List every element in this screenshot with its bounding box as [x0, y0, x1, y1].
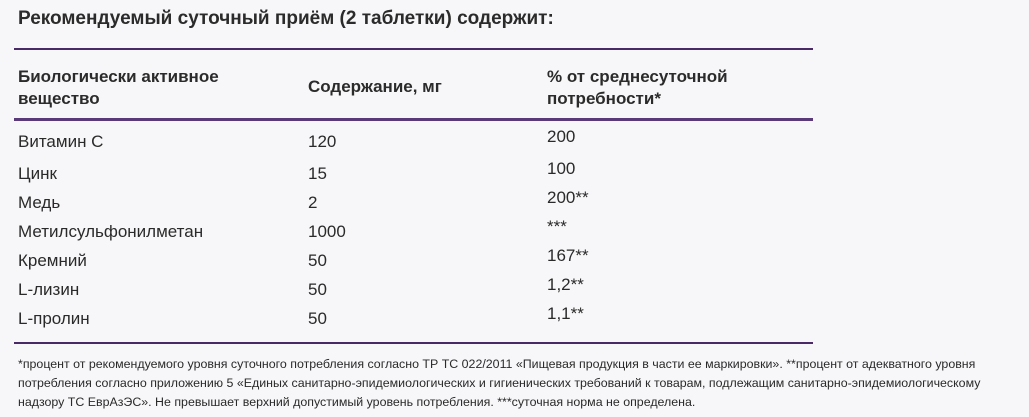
- percent-cell: 100: [547, 159, 576, 178]
- substance-cell: L-лизин: [18, 280, 80, 299]
- amount-cell: 15: [308, 164, 327, 183]
- amount-cell: 1000: [308, 222, 346, 241]
- header-amount: Содержание, мг: [308, 77, 442, 96]
- amount-cell: 50: [308, 251, 327, 270]
- amount-cell: 120: [308, 132, 337, 151]
- table-row: [0, 275, 820, 309]
- percent-cell: 200: [547, 127, 576, 146]
- substance-cell: L-пролин: [18, 309, 90, 328]
- amount-cell: 50: [308, 309, 327, 328]
- percent-cell: 1,2**: [547, 275, 584, 294]
- table-row: [0, 217, 820, 251]
- table-row: [0, 159, 820, 193]
- table-row: [0, 127, 820, 161]
- percent-cell: 167**: [547, 246, 589, 265]
- table-row: [0, 304, 820, 338]
- footnote: *процент от рекомендуемого уровня суточного потребления согласно ТР ТС 022/2011 «Пищевая продукция в части ее маркировки». **процент от адекватного уровня потребления согласно приложению 5 «Единых санитарно-эпидемиологических и гигиенических требований к товарам, подлежащим санитарно-эпидемиологическому надзору ТС ЕврАзЭС». Не превышает верхний допустимый уровень потребления. ***суточная норма не определена.: [18, 357, 981, 409]
- percent-cell: 200**: [547, 188, 589, 207]
- substance-cell: Цинк: [18, 164, 57, 183]
- substance-cell: Кремний: [18, 251, 87, 270]
- substance-cell: Метилсульфонилметан: [18, 222, 204, 241]
- table-bottom-divider: [14, 342, 813, 344]
- amount-cell: 50: [308, 280, 327, 299]
- substance-cell: Медь: [18, 193, 61, 212]
- table-header-divider: [14, 118, 813, 121]
- percent-cell: ***: [547, 217, 567, 236]
- table-row: [0, 246, 820, 280]
- table-top-divider: [14, 48, 813, 50]
- header-percent: % от среднесуточной потребности*: [547, 67, 728, 108]
- substance-cell: Витамин С: [18, 132, 104, 151]
- percent-cell: 1,1**: [547, 304, 584, 323]
- header-substance: Биологически активное вещество: [18, 67, 219, 108]
- page-title: Рекомендуемый суточный приём (2 таблетки) содержит:: [18, 8, 554, 29]
- table-row: [0, 188, 820, 222]
- amount-cell: 2: [308, 193, 318, 212]
